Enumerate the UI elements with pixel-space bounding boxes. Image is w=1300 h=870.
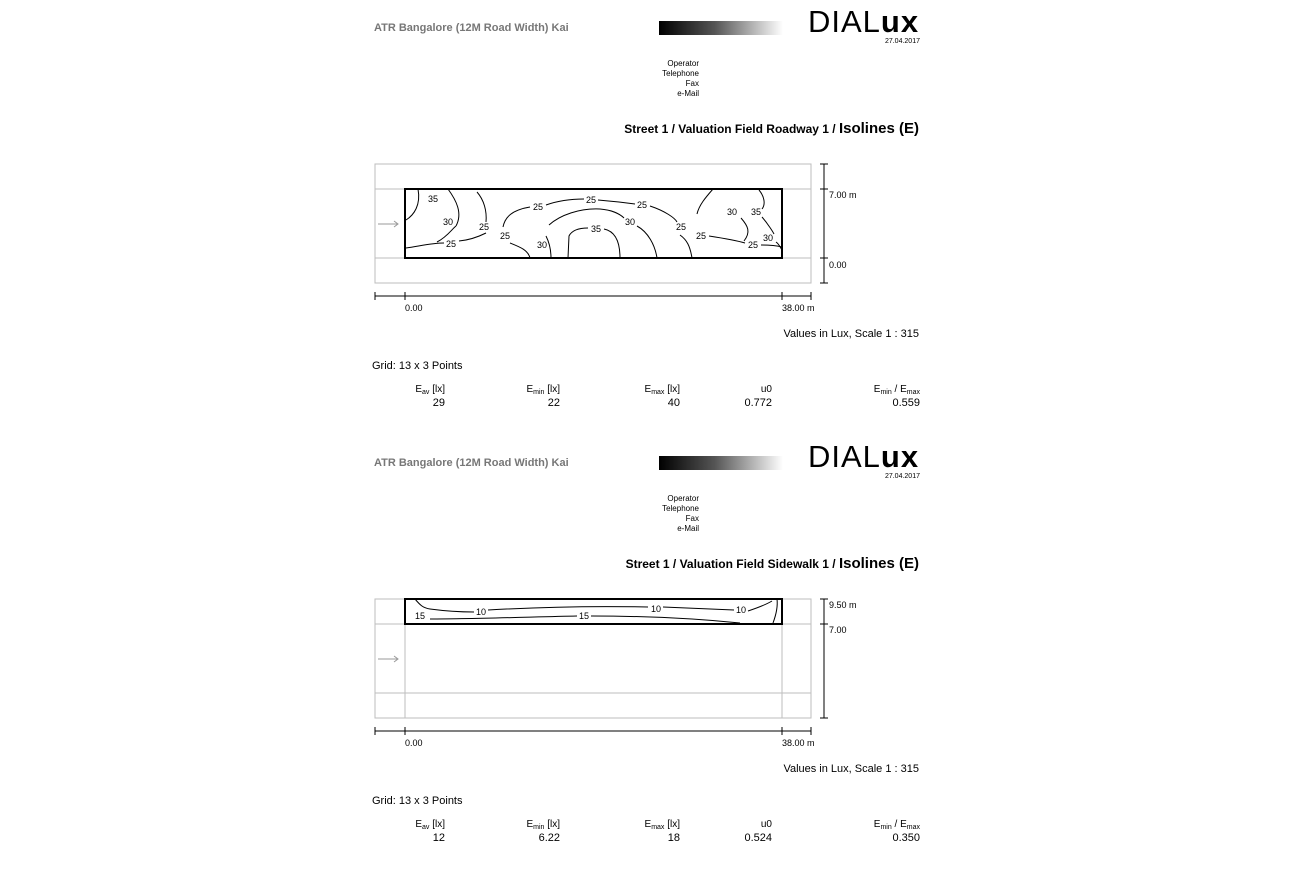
direction-arrow-icon	[378, 656, 398, 662]
stat-value: 0.524	[744, 832, 772, 844]
y-dim-top: 9.50 m	[829, 600, 857, 610]
isoline-value-label: 25	[695, 231, 707, 241]
isoline-value-label: 30	[762, 233, 774, 243]
dialux-logo: DIALux	[808, 439, 920, 474]
stat-value: 12	[432, 832, 445, 844]
stat-label: u0	[760, 384, 772, 395]
isoline-value-label: 25	[636, 200, 648, 210]
y-dim-bottom: 0.00	[829, 260, 847, 270]
dialux-logo: DIALux	[808, 4, 920, 39]
stat-value: 6.22	[538, 832, 560, 844]
stat-e-av	[395, 383, 445, 409]
isoline-value-label: 10	[650, 604, 662, 614]
page-heading: Street 1 / Valuation Field Roadway 1 / Isolines (E)	[624, 120, 919, 137]
isoline-value-label: 25	[747, 240, 759, 250]
contact-operator: Operator	[667, 494, 699, 503]
project-title: ATR Bangalore (12M Road Width) Kai	[374, 457, 569, 469]
stat-value: 0.350	[892, 832, 920, 844]
isoline-value-label: 30	[442, 217, 454, 227]
isoline-value-label: 30	[726, 207, 738, 217]
stat-label: $E_{min} / E_{max}$	[873, 384, 920, 396]
stat-e-max	[620, 383, 680, 409]
isoline-value-label: 25	[532, 202, 544, 212]
stat-value: 18	[667, 832, 680, 844]
contact-telephone: Telephone	[662, 504, 699, 513]
y-dim-bottom: 7.00	[829, 625, 847, 635]
stat-label: u0	[760, 819, 772, 830]
report-date: 27.04.2017	[884, 38, 920, 45]
stat-value: 29	[432, 397, 445, 409]
stat-e-min	[500, 818, 560, 844]
isoline-value-label: 35	[590, 224, 602, 234]
stat-label: $E_{max}$ [lx]	[644, 384, 680, 396]
stat-label: $E_{av}$ [lx]	[415, 384, 445, 396]
grid-note: Grid: 13 x 3 Points	[372, 795, 463, 807]
stat-label: $E_{min}$ [lx]	[526, 819, 560, 831]
stat-value: 0.559	[892, 397, 920, 409]
stat-e-min	[500, 383, 560, 409]
x-dimension	[375, 292, 811, 300]
isoline-value-label: 10	[735, 605, 747, 615]
x-dimension	[375, 727, 811, 735]
grid-note: Grid: 13 x 3 Points	[372, 360, 463, 372]
contact-telephone: Telephone	[662, 69, 699, 78]
stat-label: $E_{min} / E_{max}$	[873, 819, 920, 831]
isoline-value-label: 25	[445, 239, 457, 249]
isoline-drawing	[0, 435, 1300, 870]
isoline-labels	[428, 194, 773, 250]
stat-e-av	[395, 818, 445, 844]
scale-note: Values in Lux, Scale 1 : 315	[783, 328, 919, 340]
stat-value: 22	[547, 397, 560, 409]
stat-emin-emax	[840, 818, 920, 844]
stat-u0	[722, 818, 772, 844]
scale-note: Values in Lux, Scale 1 : 315	[783, 763, 919, 775]
isoline-value-label: 25	[675, 222, 687, 232]
stat-label: $E_{av}$ [lx]	[415, 819, 445, 831]
project-title: ATR Bangalore (12M Road Width) Kai	[374, 22, 569, 34]
contact-email: e-Mail	[677, 524, 699, 533]
isoline-value-label: 15	[578, 611, 590, 621]
isoline-value-label: 10	[475, 607, 487, 617]
isoline-value-label: 15	[414, 611, 426, 621]
contact-fax: Fax	[685, 79, 699, 88]
isoline-value-label: 25	[478, 222, 490, 232]
direction-arrow-icon	[378, 221, 398, 227]
x-dim-start: 0.00	[405, 303, 423, 313]
stat-u0	[722, 383, 772, 409]
contact-operator: Operator	[667, 59, 699, 68]
isoline-value-label: 30	[536, 240, 548, 250]
report-page-sidewalk	[0, 435, 1300, 870]
street-outline	[375, 599, 811, 718]
contact-email: e-Mail	[677, 89, 699, 98]
stat-label: $E_{max}$ [lx]	[644, 819, 680, 831]
stat-e-max	[620, 818, 680, 844]
page-heading: Street 1 / Valuation Field Sidewalk 1 / Isolines (E)	[625, 555, 919, 572]
isoline-value-label: 35	[750, 207, 762, 217]
stat-emin-emax	[840, 383, 920, 409]
x-dim-end: 38.00 m	[782, 303, 815, 313]
report-date: 27.04.2017	[884, 473, 920, 480]
x-dim-start: 0.00	[405, 738, 423, 748]
x-dim-end: 38.00 m	[782, 738, 815, 748]
y-dimension	[820, 599, 828, 718]
y-dimension	[820, 164, 828, 283]
isoline-value-label: 25	[585, 195, 597, 205]
isoline-value-label: 30	[624, 217, 636, 227]
isolines	[415, 599, 777, 623]
y-dim-top: 7.00 m	[829, 190, 857, 200]
stat-value: 0.772	[744, 397, 772, 409]
isoline-value-label: 25	[499, 231, 511, 241]
isoline-value-label: 35	[427, 194, 439, 204]
stat-label: $E_{min}$ [lx]	[526, 384, 560, 396]
contact-fax: Fax	[685, 514, 699, 523]
stat-value: 40	[667, 397, 680, 409]
